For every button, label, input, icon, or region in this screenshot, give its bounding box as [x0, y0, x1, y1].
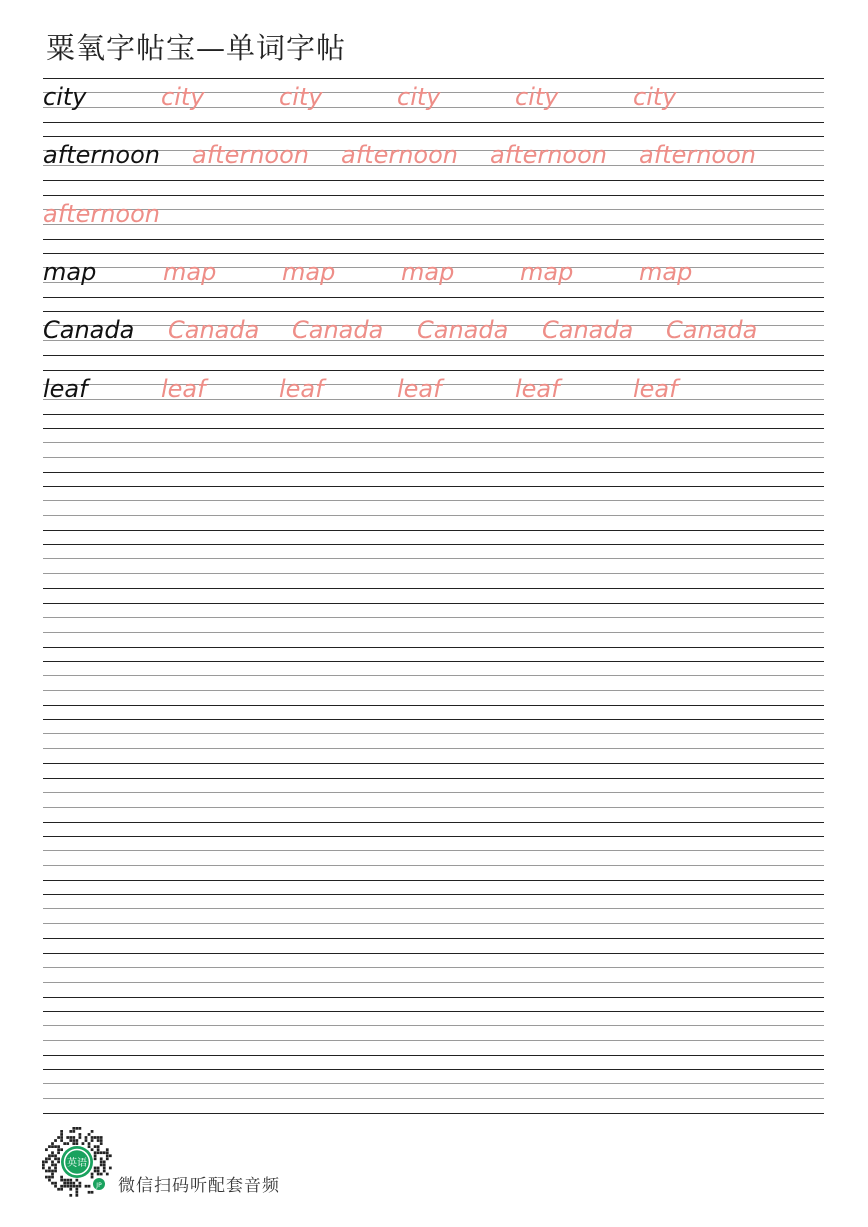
qr-corner-label: JP: [96, 1182, 102, 1189]
guide-rule: [43, 923, 824, 924]
qr-module: [94, 1151, 97, 1154]
trace-word: leaf: [515, 374, 560, 403]
qr-module: [51, 1142, 54, 1145]
qr-module: [60, 1133, 63, 1136]
model-word: leaf: [43, 374, 88, 403]
guide-rule: [43, 908, 824, 909]
qr-module: [103, 1170, 106, 1173]
trace-word: leaf: [397, 374, 442, 403]
qr-module: [60, 1176, 63, 1179]
trace-word: afternoon: [639, 141, 756, 170]
qr-module: [94, 1167, 97, 1170]
qr-module: [72, 1127, 75, 1130]
trace-word: afternoon: [341, 141, 458, 170]
writing-line-group: [43, 311, 824, 355]
qr-module: [75, 1185, 78, 1188]
qr-module: [109, 1154, 112, 1157]
qr-module: [75, 1179, 78, 1182]
qr-module: [57, 1157, 60, 1160]
qr-module: [54, 1157, 57, 1160]
writing-line-group: [43, 78, 824, 122]
guide-rule: [43, 530, 824, 531]
qr-module: [75, 1139, 78, 1142]
qr-module: [88, 1145, 91, 1148]
qr-module: [66, 1179, 69, 1182]
qr-module: [63, 1185, 66, 1188]
scan-instruction: 微信扫码听配套音频: [118, 1176, 280, 1196]
model-word: city: [43, 83, 87, 111]
qr-module: [57, 1151, 60, 1154]
qr-module: [54, 1185, 57, 1188]
writing-sheet: [43, 78, 824, 1115]
qr-module: [91, 1148, 94, 1151]
guide-rule: [43, 1069, 824, 1070]
guide-rule: [43, 792, 824, 793]
qr-module: [72, 1139, 75, 1142]
guide-rule: [43, 414, 824, 415]
qr-module: [48, 1167, 51, 1170]
qr-module: [48, 1176, 51, 1179]
qr-module: [48, 1170, 51, 1173]
qr-module: [100, 1173, 103, 1176]
word-row: [43, 370, 824, 414]
guide-rule: [43, 1040, 824, 1041]
trace-word: afternoon: [192, 141, 309, 170]
trace-word: Canada: [292, 316, 384, 345]
qr-module: [63, 1182, 66, 1185]
guide-rule: [43, 573, 824, 574]
guide-rule: [43, 967, 824, 968]
trace-word: city: [515, 83, 559, 111]
qr-module: [91, 1130, 94, 1133]
guide-rule: [43, 836, 824, 837]
qr-module: [97, 1136, 100, 1139]
trace-word: map: [520, 257, 574, 286]
model-word: afternoon: [43, 141, 160, 170]
trace-word: map: [163, 257, 217, 286]
qr-module: [48, 1179, 51, 1182]
guide-rule: [43, 1113, 824, 1114]
writing-line-group: [43, 953, 824, 997]
qr-module: [106, 1157, 109, 1160]
qr-module: [103, 1167, 106, 1170]
qr-module: [75, 1142, 78, 1145]
qr-module: [69, 1179, 72, 1182]
trace-word: Canada: [168, 316, 260, 345]
qr-module: [42, 1164, 45, 1167]
writing-line-group: [43, 486, 824, 530]
qr-module: [45, 1170, 48, 1173]
writing-line-group: [43, 661, 824, 705]
qr-module: [85, 1139, 88, 1142]
qr-module: [75, 1194, 78, 1197]
qr-module: [45, 1157, 48, 1160]
qr-module: [69, 1188, 72, 1191]
qr-module: [79, 1136, 82, 1139]
trace-word: map: [282, 257, 336, 286]
word-row: [43, 136, 824, 180]
writing-line-group: [43, 603, 824, 647]
guide-rule: [43, 617, 824, 618]
qr-module: [69, 1185, 72, 1188]
qr-module: [69, 1194, 72, 1197]
trace-word: Canada: [542, 316, 634, 345]
qr-module: [100, 1164, 103, 1167]
qr-module: [100, 1157, 103, 1160]
guide-rule: [43, 588, 824, 589]
guide-rule: [43, 239, 824, 240]
qr-module: [42, 1160, 45, 1163]
qr-code-icon[interactable]: [42, 1127, 112, 1197]
guide-rule: [43, 705, 824, 706]
qr-module: [60, 1139, 63, 1142]
trace-word: city: [633, 83, 677, 111]
qr-module: [51, 1160, 54, 1163]
qr-module: [45, 1148, 48, 1151]
qr-module: [79, 1185, 82, 1188]
qr-module: [66, 1136, 69, 1139]
qr-module: [100, 1160, 103, 1163]
qr-module: [54, 1164, 57, 1167]
qr-module: [91, 1176, 94, 1179]
qr-module: [85, 1185, 88, 1188]
guide-rule: [43, 661, 824, 662]
qr-module: [54, 1145, 57, 1148]
trace-word: city: [161, 83, 205, 111]
qr-module: [82, 1142, 85, 1145]
qr-module: [57, 1136, 60, 1139]
word-row: [43, 253, 824, 297]
qr-module: [72, 1130, 75, 1133]
writing-line-group: [43, 195, 824, 239]
guide-rule: [43, 982, 824, 983]
qr-module: [75, 1188, 78, 1191]
qr-module: [97, 1173, 100, 1176]
guide-rule: [43, 733, 824, 734]
writing-line-group: [43, 1069, 824, 1113]
qr-module: [72, 1185, 75, 1188]
qr-module: [51, 1173, 54, 1176]
writing-line-group: [43, 894, 824, 938]
qr-module: [106, 1154, 109, 1157]
qr-module: [72, 1136, 75, 1139]
guide-rule: [43, 457, 824, 458]
guide-rule: [43, 647, 824, 648]
qr-module: [103, 1160, 106, 1163]
qr-module: [60, 1130, 63, 1133]
qr-module: [94, 1145, 97, 1148]
guide-rule: [43, 938, 824, 939]
guide-rule: [43, 472, 824, 473]
qr-module: [94, 1170, 97, 1173]
word-row: [43, 78, 824, 122]
guide-rule: [43, 1025, 824, 1026]
qr-module: [91, 1191, 94, 1194]
qr-module: [66, 1185, 69, 1188]
guide-rule: [43, 719, 824, 720]
qr-module: [75, 1191, 78, 1194]
writing-line-group: [43, 370, 824, 414]
guide-rule: [43, 1011, 824, 1012]
model-word: map: [43, 257, 97, 286]
writing-line-group: [43, 1011, 824, 1055]
qr-module: [91, 1139, 94, 1142]
qr-module: [97, 1145, 100, 1148]
qr-module: [57, 1145, 60, 1148]
qr-module: [100, 1136, 103, 1139]
guide-rule: [43, 822, 824, 823]
qr-module: [100, 1142, 103, 1145]
qr-module: [94, 1154, 97, 1157]
model-word: Canada: [43, 316, 135, 345]
trace-word: city: [279, 83, 323, 111]
qr-module: [109, 1167, 112, 1170]
qr-module: [91, 1136, 94, 1139]
writing-line-group: [43, 428, 824, 472]
qr-module: [54, 1139, 57, 1142]
qr-module: [69, 1136, 72, 1139]
qr-module: [48, 1154, 51, 1157]
guide-rule: [43, 122, 824, 123]
guide-rule: [43, 500, 824, 501]
guide-rule: [43, 690, 824, 691]
guide-rule: [43, 515, 824, 516]
qr-module: [60, 1179, 63, 1182]
qr-module: [51, 1176, 54, 1179]
qr-module: [48, 1145, 51, 1148]
guide-rule: [43, 1055, 824, 1056]
guide-rule: [43, 675, 824, 676]
qr-module: [63, 1179, 66, 1182]
qr-module: [106, 1173, 109, 1176]
qr-module: [72, 1142, 75, 1145]
word-row: [43, 311, 824, 355]
qr-module: [75, 1127, 78, 1130]
qr-module: [97, 1170, 100, 1173]
qr-module: [60, 1185, 63, 1188]
guide-rule: [43, 297, 824, 298]
writing-line-group: [43, 544, 824, 588]
qr-module: [85, 1136, 88, 1139]
guide-rule: [43, 894, 824, 895]
guide-rule: [43, 997, 824, 998]
qr-module: [63, 1142, 66, 1145]
qr-module: [88, 1133, 91, 1136]
qr-module: [51, 1145, 54, 1148]
guide-rule: [43, 807, 824, 808]
writing-line-group: [43, 836, 824, 880]
qr-module: [97, 1148, 100, 1151]
guide-rule: [43, 748, 824, 749]
writing-line-group: [43, 253, 824, 297]
qr-badge-label: 英语: [67, 1158, 87, 1169]
writing-line-group: [43, 136, 824, 180]
trace-word: city: [397, 83, 441, 111]
qr-module: [66, 1142, 69, 1145]
qr-module: [91, 1173, 94, 1176]
qr-module: [72, 1182, 75, 1185]
qr-module: [51, 1154, 54, 1157]
guide-rule: [43, 1098, 824, 1099]
qr-module: [54, 1182, 57, 1185]
qr-module: [60, 1136, 63, 1139]
trace-word: leaf: [161, 374, 206, 403]
writing-line-group: [43, 719, 824, 763]
qr-module: [100, 1151, 103, 1154]
qr-module: [106, 1151, 109, 1154]
qr-module: [103, 1164, 106, 1167]
trace-word: leaf: [633, 374, 678, 403]
footer: [42, 1127, 362, 1199]
guide-rule: [43, 953, 824, 954]
guide-rule: [43, 180, 824, 181]
trace-word: map: [639, 257, 693, 286]
qr-module: [45, 1176, 48, 1179]
qr-module: [69, 1130, 72, 1133]
qr-module: [69, 1182, 72, 1185]
qr-module: [60, 1148, 63, 1151]
qr-module: [94, 1157, 97, 1160]
qr-module: [97, 1139, 100, 1142]
qr-module: [79, 1127, 82, 1130]
guide-rule: [43, 880, 824, 881]
guide-rule: [43, 355, 824, 356]
trace-word: afternoon: [43, 199, 160, 228]
qr-module: [48, 1157, 51, 1160]
qr-module: [54, 1167, 57, 1170]
trace-word: map: [401, 257, 455, 286]
qr-module: [97, 1151, 100, 1154]
qr-module: [60, 1188, 63, 1191]
qr-module: [79, 1133, 82, 1136]
qr-module: [57, 1148, 60, 1151]
qr-module: [57, 1160, 60, 1163]
qr-module: [88, 1191, 91, 1194]
qr-module: [54, 1170, 57, 1173]
guide-rule: [43, 763, 824, 764]
trace-word: Canada: [417, 316, 509, 345]
guide-rule: [43, 442, 824, 443]
qr-module: [79, 1182, 82, 1185]
guide-rule: [43, 865, 824, 866]
qr-module: [51, 1151, 54, 1154]
qr-module: [66, 1182, 69, 1185]
trace-word: afternoon: [490, 141, 607, 170]
guide-rule: [43, 428, 824, 429]
qr-module: [45, 1160, 48, 1163]
qr-module: [100, 1139, 103, 1142]
qr-module: [51, 1170, 54, 1173]
guide-rule: [43, 1083, 824, 1084]
qr-module: [57, 1188, 60, 1191]
qr-module: [97, 1167, 100, 1170]
qr-module: [54, 1154, 57, 1157]
trace-word: leaf: [279, 374, 324, 403]
word-row: [43, 195, 824, 239]
qr-module: [94, 1136, 97, 1139]
guide-rule: [43, 603, 824, 604]
qr-module: [88, 1142, 91, 1145]
guide-rule: [43, 486, 824, 487]
qr-module: [106, 1148, 109, 1151]
guide-rule: [43, 544, 824, 545]
page-title: 粟氧字帖宝—单词字帖: [46, 31, 347, 65]
qr-module: [88, 1185, 91, 1188]
guide-rule: [43, 558, 824, 559]
qr-module: [51, 1164, 54, 1167]
guide-rule: [43, 632, 824, 633]
guide-rule: [43, 850, 824, 851]
qr-module: [51, 1182, 54, 1185]
trace-word: Canada: [666, 316, 758, 345]
guide-rule: [43, 778, 824, 779]
qr-module: [42, 1167, 45, 1170]
qr-module: [69, 1139, 72, 1142]
qr-module: [103, 1151, 106, 1154]
writing-line-group: [43, 778, 824, 822]
